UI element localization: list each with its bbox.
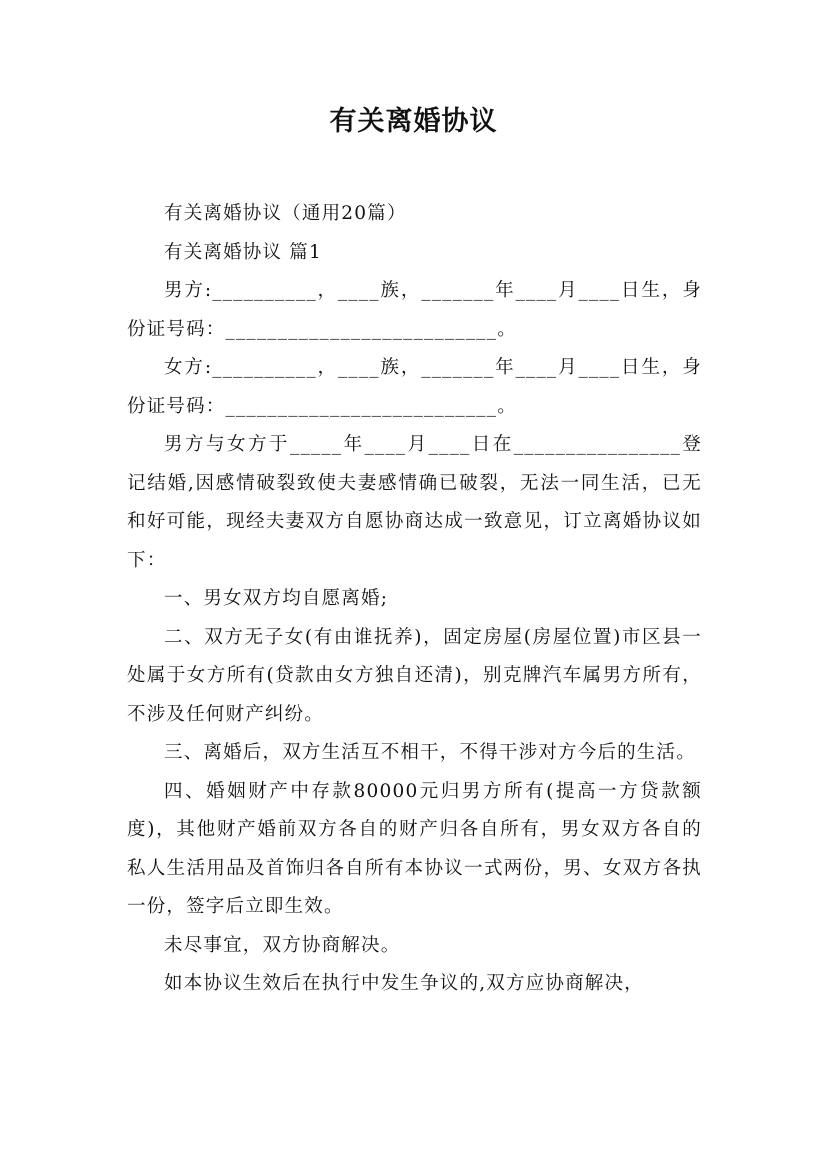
paragraph-female-party: 女方:__________，____族，_______年____月____日生，身份证号码：__________________________。 (127, 357, 702, 417)
paragraph-unresolved-matters: 未尽事宜，双方协商解决。 (164, 934, 401, 956)
paragraph-male-party: 男方:__________，____族，_______年____月____日生，身份证号码：__________________________。 (127, 280, 702, 340)
paragraph-clause-3: 三、离婚后，双方生活互不相干，不得干涉对方今后的生活。 (164, 742, 696, 763)
paragraph-dispute: 如本协议生效后在执行中发生争议的,双方应协商解决， (164, 973, 644, 994)
paragraph-subtitle: 有关离婚协议（通用20篇） (164, 203, 407, 224)
paragraph-section-heading: 有关离婚协议 篇1 (164, 241, 322, 263)
paragraph-clause-4: 四、婚姻财产中存款80000元归男方所有(提高一方贷款额度)，其他财产婚前双方各自的财产归各自所有，男女双方各自的私人生活用品及首饰归各自所有本协议一式两份，男、女双方各执一份，签字后立即生效。 (127, 780, 702, 917)
document-title: 有关离婚协议 (329, 106, 498, 137)
paragraph-marriage-registration: 男方与女方于_____年____月____日在________________登记结婚,因感情破裂致使夫妻感情确已破裂，无法一同生活，已无和好可能，现经夫妻双方自愿协商达成一致意见，订立离婚协议如下： (127, 434, 702, 571)
paragraph-clause-1: 一、男女双方均自愿离婚; (164, 588, 389, 609)
document-body (127, 195, 702, 1004)
paragraph-clause-2: 二、双方无子女(有由谁抚养)，固定房屋(房屋位置)市区县一处属于女方所有(贷款由女方独自还清)，别克牌汽车属男方所有，不涉及任何财产纠纷。 (127, 626, 702, 725)
